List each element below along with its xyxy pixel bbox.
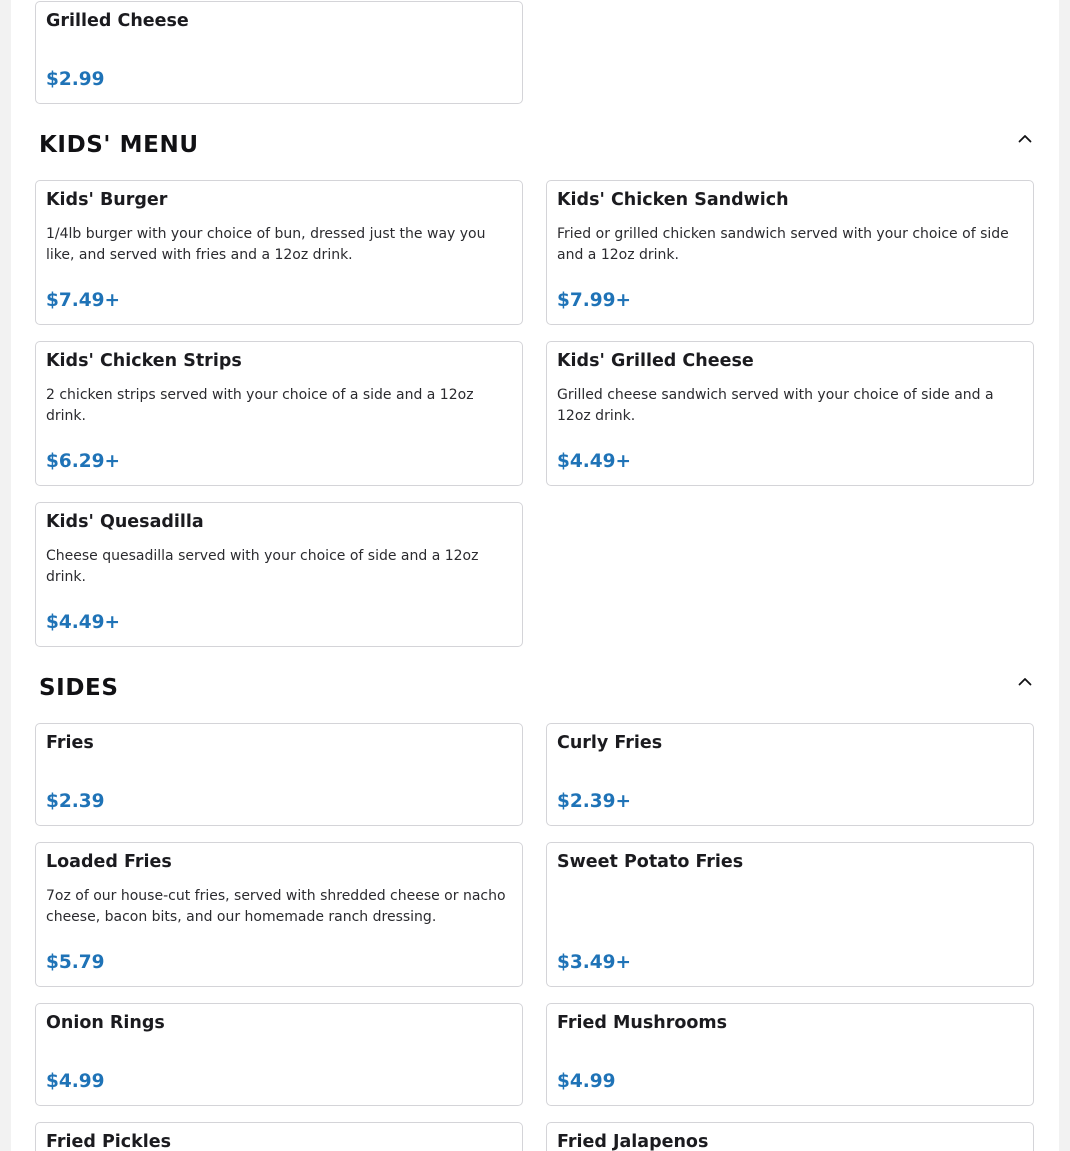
menu-item-description: 2 chicken strips served with your choice of a side and a 12oz drink. bbox=[46, 387, 474, 424]
menu-item-description: Grilled cheese sandwich served with your choice of side and a 12oz drink. bbox=[557, 387, 994, 424]
menu-item-name: Fries bbox=[46, 733, 94, 753]
menu-page bbox=[11, 0, 1059, 1151]
menu-item-name: Loaded Fries bbox=[46, 852, 172, 872]
menu-item-card[interactable] bbox=[546, 180, 1034, 325]
menu-item-card[interactable] bbox=[35, 180, 523, 325]
menu-item-card[interactable] bbox=[546, 1003, 1034, 1106]
sides-collapse-button[interactable] bbox=[1013, 669, 1037, 693]
menu-item-price: $7.49+ bbox=[46, 290, 121, 311]
menu-item-price: $3.49+ bbox=[557, 952, 632, 973]
menu-item-name: Kids' Chicken Strips bbox=[46, 351, 242, 371]
menu-item-name: Curly Fries bbox=[557, 733, 663, 753]
menu-item-description: Cheese quesadilla served with your choice of side and a 12oz drink. bbox=[46, 548, 479, 585]
menu-item-price: $4.99 bbox=[46, 1071, 105, 1092]
menu-item-name: Fried Mushrooms bbox=[557, 1013, 728, 1033]
menu-item-description: 7oz of our house-cut fries, served with shredded cheese or nacho cheese, bacon bits, and our homemade ranch dressing. bbox=[46, 888, 506, 925]
menu-item-card[interactable] bbox=[546, 842, 1034, 987]
menu-item-description: 1/4lb burger with your choice of bun, dressed just the way you like, and served with fries and a 12oz drink. bbox=[46, 226, 486, 263]
menu-item-name: Kids' Grilled Cheese bbox=[557, 351, 754, 371]
section-title-kids-menu: KIDS' MENU bbox=[39, 132, 199, 158]
menu-item-name: Kids' Chicken Sandwich bbox=[557, 190, 789, 210]
menu-item-price: $7.99+ bbox=[557, 290, 632, 311]
menu-item-price: $2.99 bbox=[46, 69, 105, 90]
menu-item-card[interactable] bbox=[546, 1122, 1034, 1151]
menu-item-name: Sweet Potato Fries bbox=[557, 852, 744, 872]
section-title-sides: SIDES bbox=[39, 675, 119, 701]
chevron-up-icon bbox=[1018, 134, 1032, 143]
menu-item-name: Kids' Quesadilla bbox=[46, 512, 204, 532]
menu-item-description: Fried or grilled chicken sandwich served with your choice of side and a 12oz drink. bbox=[557, 226, 1009, 263]
menu-item-card[interactable] bbox=[546, 723, 1034, 826]
menu-item-card[interactable] bbox=[35, 1, 523, 104]
menu-item-card[interactable] bbox=[35, 1003, 523, 1106]
menu-item-card[interactable] bbox=[546, 341, 1034, 486]
menu-item-price: $4.99 bbox=[557, 1071, 616, 1092]
menu-item-price: $6.29+ bbox=[46, 451, 121, 472]
menu-item-card[interactable] bbox=[35, 723, 523, 826]
kids-menu-collapse-button[interactable] bbox=[1013, 126, 1037, 150]
menu-item-card[interactable] bbox=[35, 502, 523, 647]
menu-item-name: Fried Pickles bbox=[46, 1132, 172, 1151]
menu-item-price: $4.49+ bbox=[46, 612, 121, 633]
menu-item-price: $2.39+ bbox=[557, 791, 632, 812]
menu-item-card[interactable] bbox=[35, 1122, 523, 1151]
menu-item-name: Grilled Cheese bbox=[46, 11, 189, 31]
menu-item-name: Kids' Burger bbox=[46, 190, 168, 210]
menu-item-price: $2.39 bbox=[46, 791, 105, 812]
menu-item-price: $4.49+ bbox=[557, 451, 632, 472]
menu-item-name: Onion Rings bbox=[46, 1013, 165, 1033]
menu-item-card[interactable] bbox=[35, 341, 523, 486]
menu-item-card[interactable] bbox=[35, 842, 523, 987]
menu-item-name: Fried Jalapenos bbox=[557, 1132, 709, 1151]
chevron-up-icon bbox=[1018, 677, 1032, 686]
menu-item-price: $5.79 bbox=[46, 952, 105, 973]
